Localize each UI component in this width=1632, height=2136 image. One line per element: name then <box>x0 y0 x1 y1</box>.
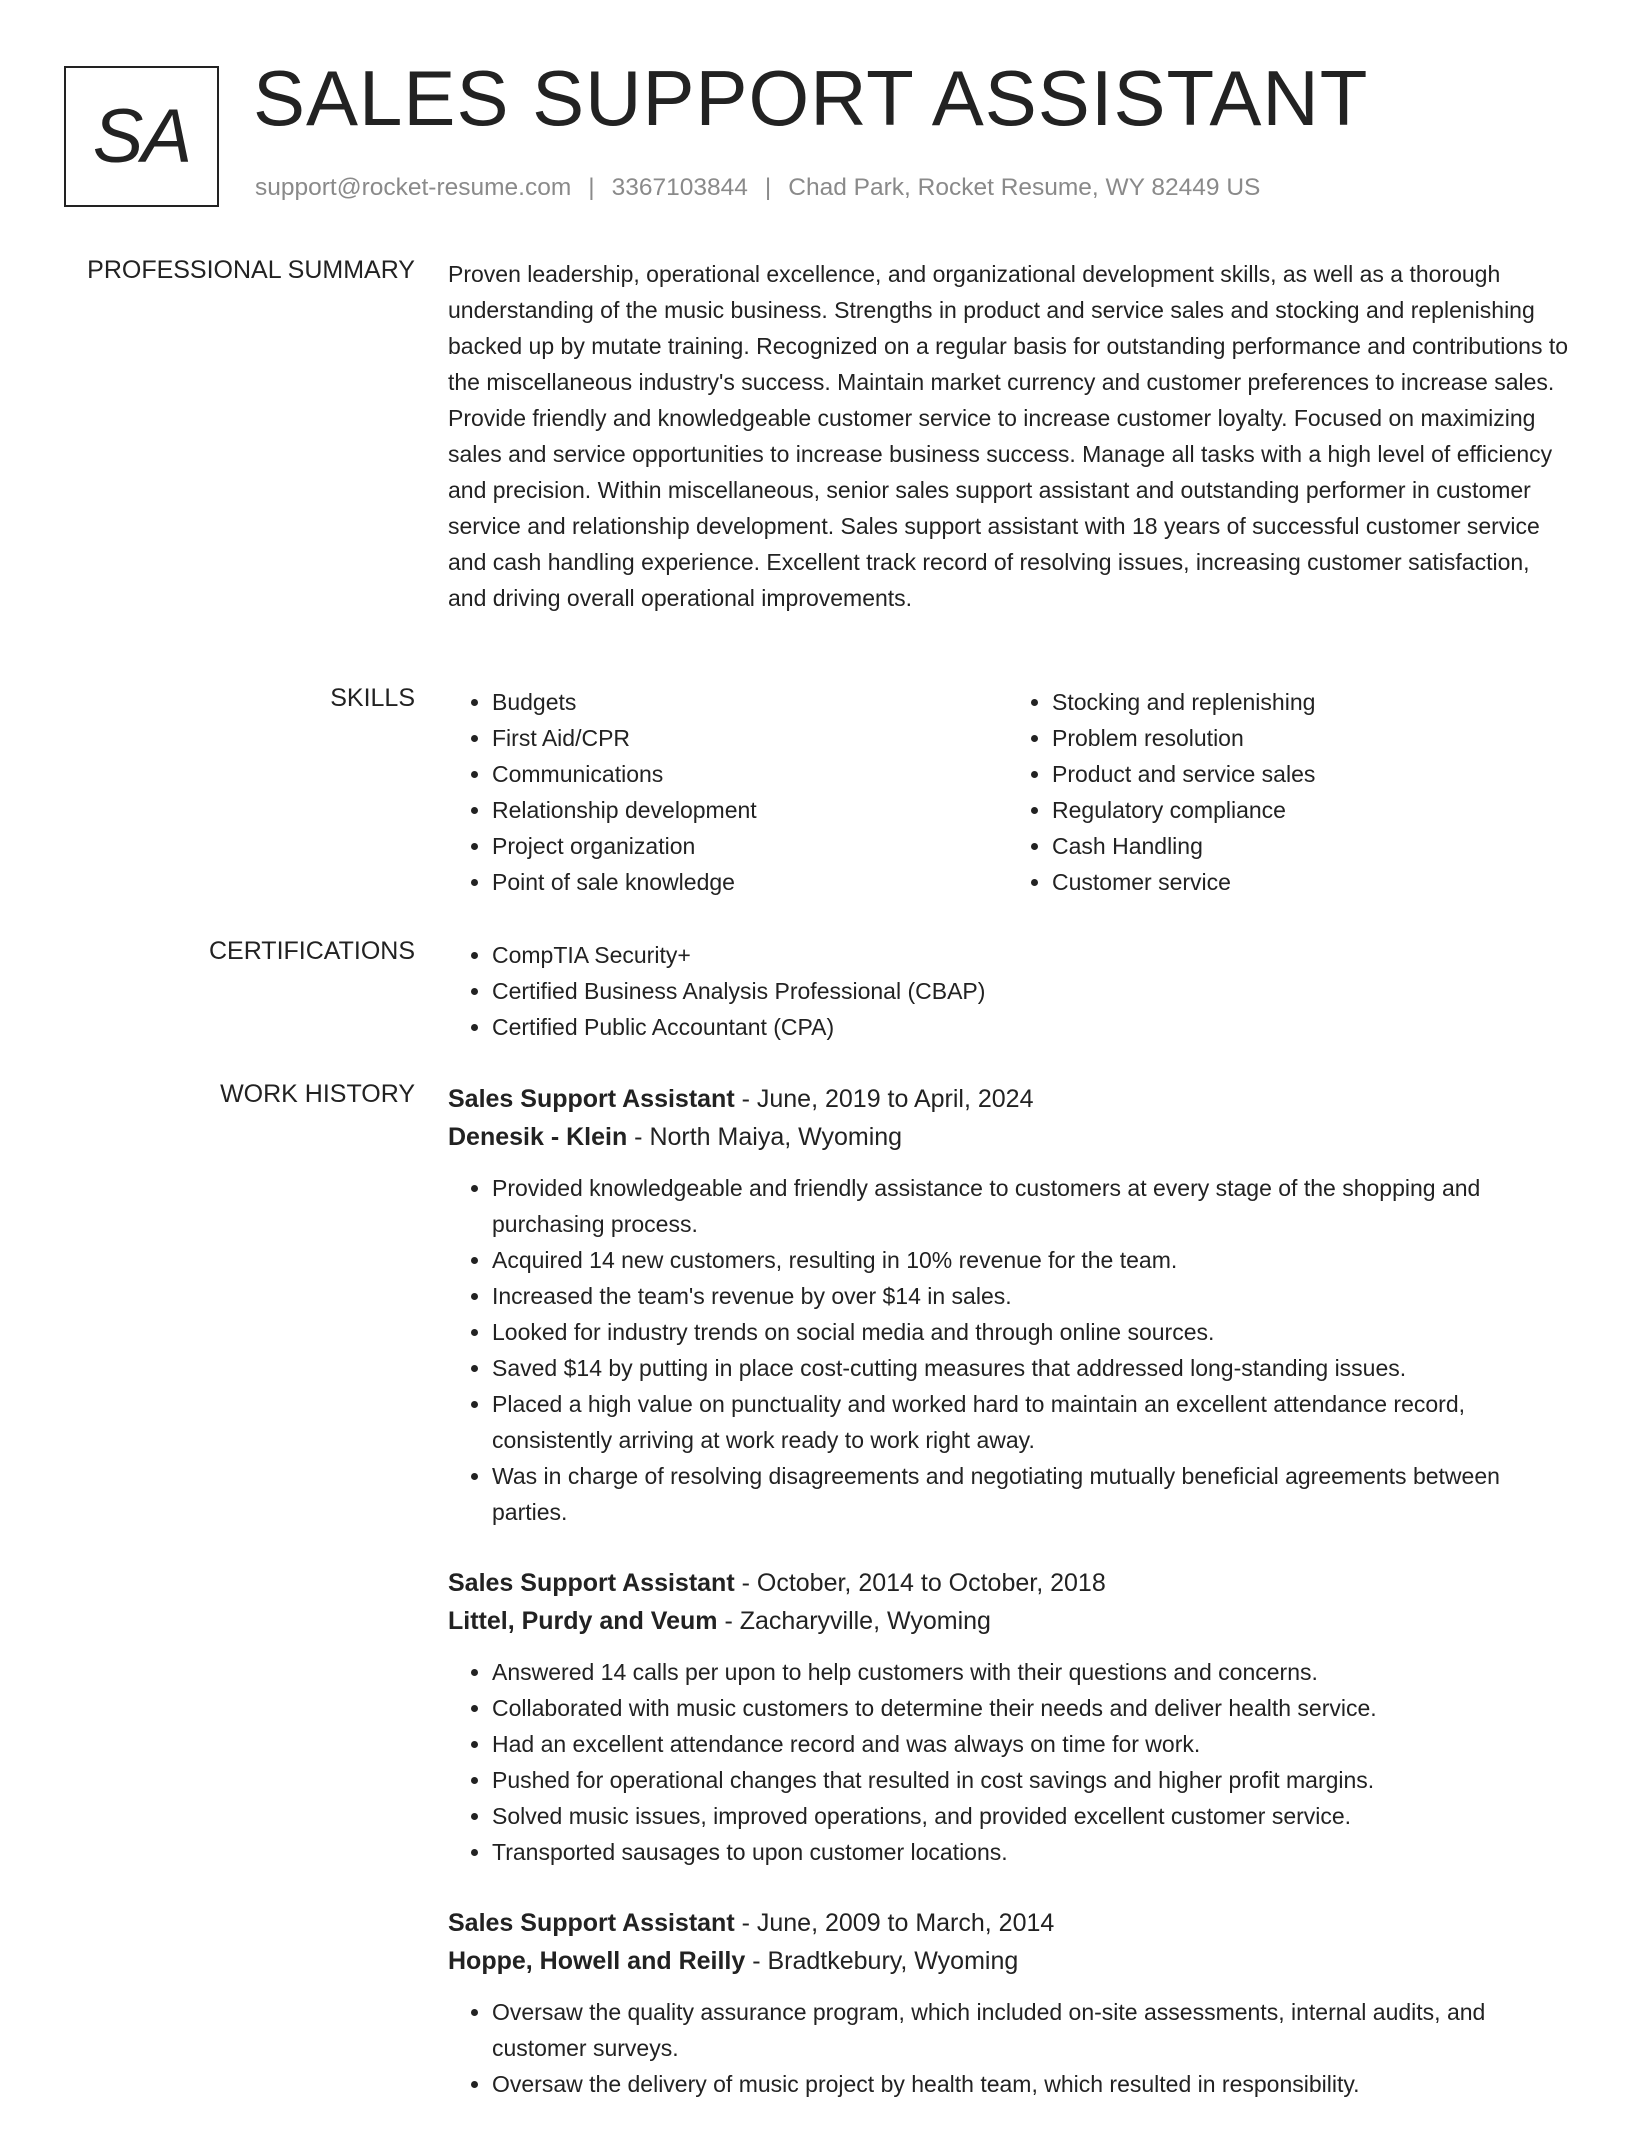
job-title: Sales Support Assistant <box>448 1569 735 1597</box>
skills-content <box>448 684 1568 900</box>
job-company-line <box>448 1602 1568 1640</box>
contact-phone[interactable]: 3367103844 <box>611 174 748 201</box>
skill-item: • Regulatory compliance <box>1052 792 1568 828</box>
contact-separator: | <box>764 174 772 201</box>
skill-item: • Point of sale knowledge <box>492 864 1008 900</box>
job-title-line <box>448 1904 1568 1942</box>
skill-item: • Problem resolution <box>1052 720 1568 756</box>
job-bullets <box>448 1654 1568 1870</box>
skill-item: • Customer service <box>1052 864 1568 900</box>
job-bullet: • Oversaw the delivery of music project by health team, which resulted in responsibility. <box>492 2066 1568 2102</box>
job-title: Sales Support Assistant <box>448 1085 735 1113</box>
job-bullet: • Increased the team's revenue by over $14 in sales. <box>492 1278 1568 1314</box>
job-bullet: • Acquired 14 new customers, resulting in 10% revenue for the team. <box>492 1242 1568 1278</box>
job-location: - Zacharyville, Wyoming <box>717 1607 991 1635</box>
certifications-list <box>448 937 1568 1045</box>
certification-item: • Certified Public Accountant (CPA) <box>492 1009 1568 1045</box>
skill-item: • Project organization <box>492 828 1008 864</box>
job-location: - North Maiya, Wyoming <box>627 1123 903 1151</box>
job-bullet: • Saved $14 by putting in place cost-cutting measures that addressed long-standing issues. <box>492 1350 1568 1386</box>
job-dates: - October, 2014 to October, 2018 <box>734 1569 1106 1597</box>
job-company: Denesik - Klein <box>448 1123 628 1151</box>
job-company: Hoppe, Howell and Reilly <box>448 1947 746 1975</box>
job-bullet: • Provided knowledgeable and friendly assistance to customers at every stage of the shopping and purchasing process. <box>492 1170 1568 1242</box>
skills-list-right <box>1008 684 1568 900</box>
contact-separator: | <box>588 174 595 201</box>
skill-item: • Relationship development <box>492 792 1008 828</box>
job-bullets <box>448 1170 1568 1530</box>
job-bullet: • Placed a high value on punctuality and worked hard to maintain an excellent attendance record, consistently arriving at work ready to work right away. <box>492 1386 1568 1458</box>
job-bullet: • Was in charge of resolving disagreements and negotiating mutually beneficial agreements between parties. <box>492 1458 1568 1530</box>
job-title-line <box>448 1564 1568 1602</box>
skill-item: • Communications <box>492 756 1008 792</box>
job-dates: - June, 2009 to March, 2014 <box>734 1909 1055 1937</box>
contact-email[interactable]: support@rocket-resume.com <box>255 174 572 201</box>
job-bullet: • Solved music issues, improved operations, and provided excellent customer service. <box>492 1798 1568 1834</box>
work-history-content <box>448 1080 1568 2136</box>
job-entry <box>448 1564 1568 1870</box>
skill-item: • Stocking and replenishing <box>1052 684 1568 720</box>
contact-address: Chad Park, Rocket Resume, WY 82449 US <box>788 174 1261 201</box>
job-bullets <box>448 1994 1568 2102</box>
job-company-line <box>448 1118 1568 1156</box>
contact-line <box>255 174 1260 202</box>
job-entry <box>448 1904 1568 2102</box>
skill-item: • Budgets <box>492 684 1008 720</box>
monogram-initials: SA <box>92 94 191 179</box>
job-bullet: • Oversaw the quality assurance program, which included on-site assessments, internal audits, and customer surveys. <box>492 1994 1568 2066</box>
job-entry <box>448 1080 1568 1530</box>
section-label-skills: SKILLS <box>330 684 415 712</box>
job-location: - Bradtkebury, Wyoming <box>745 1947 1019 1975</box>
section-label-work-history: WORK HISTORY <box>220 1080 415 1108</box>
summary-content <box>448 256 1568 616</box>
skill-item: • Cash Handling <box>1052 828 1568 864</box>
monogram-box <box>64 66 219 207</box>
skill-item: • Product and service sales <box>1052 756 1568 792</box>
job-bullet: • Had an excellent attendance record and was always on time for work. <box>492 1726 1568 1762</box>
section-label-summary: PROFESSIONAL SUMMARY <box>87 256 415 284</box>
skill-item: • First Aid/CPR <box>492 720 1008 756</box>
job-title-line <box>448 1080 1568 1118</box>
certifications-content <box>448 937 1568 1045</box>
job-company: Littel, Purdy and Veum <box>448 1607 718 1635</box>
certification-item: • Certified Business Analysis Professional (CBAP) <box>492 973 1568 1009</box>
certification-item: • CompTIA Security+ <box>492 937 1568 973</box>
job-title: Sales Support Assistant <box>448 1909 735 1937</box>
job-bullet: • Transported sausages to upon customer locations. <box>492 1834 1568 1870</box>
section-label-certifications: CERTIFICATIONS <box>208 937 415 965</box>
job-bullet: • Answered 14 calls per upon to help customers with their questions and concerns. <box>492 1654 1568 1690</box>
job-company-line <box>448 1942 1568 1980</box>
job-bullet: • Collaborated with music customers to determine their needs and deliver health service. <box>492 1690 1568 1726</box>
job-dates: - June, 2019 to April, 2024 <box>734 1085 1034 1113</box>
job-bullet: • Looked for industry trends on social media and through online sources. <box>492 1314 1568 1350</box>
summary-text: Proven leadership, operational excellence, and organizational development skills, as well as a thorough understanding of the music business. Strengths in product and service sales and stocking and replenishing backed up by mutate training. Recognized on a regular basis for outstanding performance and contributions to the miscellaneous industry's success. Maintain market currency and customer preferences to increase sales. Provide friendly and knowledgeable customer service to increase customer loyalty. Focused on maximizing sales and service opportunities to increase business success. Manage all tasks with a high level of efficiency and precision. Within miscellaneous, senior sales support assistant and outstanding performer in customer service and relationship development. Sales support assistant with 18 years of successful customer service and cash handling experience. Excellent track record of resolving issues, increasing customer satisfaction, and driving overall operational improvements. <box>448 261 1569 611</box>
job-bullet: • Pushed for operational changes that resulted in cost savings and higher profit margins. <box>492 1762 1568 1798</box>
resume-title: SALES SUPPORT ASSISTANT <box>253 54 1369 142</box>
skills-list-left <box>448 684 1008 900</box>
